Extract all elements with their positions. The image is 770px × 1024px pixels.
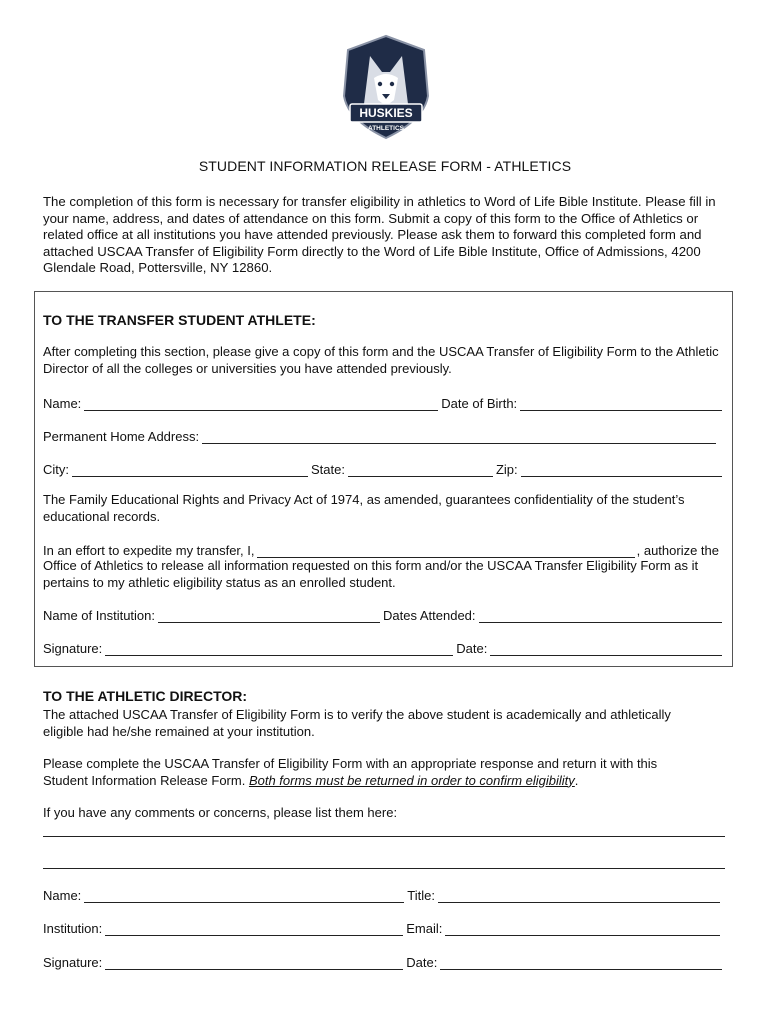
institution-field[interactable]: [158, 610, 380, 623]
student-name-field[interactable]: [84, 398, 438, 411]
dob-field[interactable]: [520, 398, 722, 411]
authorize-prefix: In an effort to expedite my transfer, I,: [43, 543, 255, 558]
name-label: Name:: [43, 396, 82, 411]
zip-field[interactable]: [521, 464, 722, 477]
student-date-field[interactable]: [490, 643, 722, 656]
director-paragraph-2: [43, 756, 703, 789]
logo-subtext: ATHLETICS: [368, 125, 404, 132]
institution-label: Name of Institution:: [43, 608, 155, 623]
address-label: Permanent Home Address:: [43, 429, 200, 444]
authorize-suffix: , authorize the: [636, 543, 719, 558]
signature-label: Signature:: [43, 641, 103, 656]
director-name-field[interactable]: [84, 890, 404, 903]
city-state-zip-row: [43, 461, 725, 477]
director-email-field[interactable]: [445, 923, 720, 936]
state-field[interactable]: [348, 464, 493, 477]
director-signature-row: [43, 954, 725, 970]
director-date-field[interactable]: [440, 957, 722, 970]
director-name-label: Name:: [43, 888, 82, 903]
director-paragraph-1: The attached USCAA Transfer of Eligibility Form is to verify the above student is academically and athletically eligible had he/she remained at your institution.: [43, 707, 671, 739]
address-row: [43, 428, 719, 444]
ferpa-notice: The Family Educational Rights and Privacy Act of 1974, as amended, guarantees confidentiality of the student’s educational records.: [43, 492, 685, 524]
authorize-row: [43, 542, 719, 558]
city-field[interactable]: [72, 464, 308, 477]
director-institution-label: Institution:: [43, 921, 103, 936]
director-signature-label: Signature:: [43, 955, 103, 970]
address-field[interactable]: [202, 431, 716, 444]
director-name-row: [43, 887, 723, 903]
director-email-label: Email:: [406, 921, 443, 936]
name-dob-row: [43, 395, 725, 411]
director-paragraph-2-end: .: [574, 772, 579, 788]
dates-attended-label: Dates Attended:: [383, 608, 476, 623]
city-label: City:: [43, 462, 69, 477]
form-title: STUDENT INFORMATION RELEASE FORM - ATHLETICS: [198, 158, 572, 174]
authorize-text: Office of Athletics to release all information requested on this form and/or the USCAA Transfer Eligibility Form as it pertains to my athletic eligibility status as an enrolled student.: [43, 558, 699, 590]
intro-paragraph: The completion of this form is necessary for transfer eligibility in athletics to Word of Life Bible Institute. Please fill in your name, address, and dates of attendance on this form. Submit a copy of this form to the Office of Athletics or related office at all institutions you have attended previously. Please ask them to forward this completed form and attached USCAA Transfer of Eligibility Form directly to the Word of Life Bible Institute, Office of Admissions, 4200 Glendale Road, Pottersville, NY 12860.: [43, 194, 716, 276]
huskies-athletics-logo: [336, 34, 436, 140]
student-instructions: After completing this section, please give a copy of this form and the USCAA Transfer of Eligibility Form to the Athletic Director of all the colleges or universities you have attended previously.: [43, 344, 719, 376]
date-label: Date:: [456, 641, 488, 656]
both-forms-emphasis: Both forms must be returned in order to confirm eligibility: [248, 772, 575, 788]
director-title-label: Title:: [407, 888, 435, 903]
director-title-field[interactable]: [438, 890, 720, 903]
institution-row: [43, 607, 725, 623]
dob-label: Date of Birth:: [441, 396, 518, 411]
state-label: State:: [311, 462, 345, 477]
comments-line-1[interactable]: [43, 836, 725, 837]
student-signature-row: [43, 640, 725, 656]
director-institution-row: [43, 920, 723, 936]
director-date-label: Date:: [406, 955, 438, 970]
director-signature-field[interactable]: [105, 957, 403, 970]
director-institution-field[interactable]: [105, 923, 403, 936]
comments-line-2[interactable]: [43, 868, 725, 869]
authorize-name-field[interactable]: [257, 545, 635, 558]
director-section-heading: TO THE ATHLETIC DIRECTOR:: [43, 688, 248, 704]
logo-text: HUSKIES: [359, 106, 413, 120]
zip-label: Zip:: [495, 462, 518, 477]
dates-attended-field[interactable]: [479, 610, 722, 623]
comments-label: If you have any comments or concerns, please list them here:: [43, 805, 398, 820]
student-signature-field[interactable]: [105, 643, 453, 656]
director-paragraph-2-text: Please complete the USCAA Transfer of Eligibility Form with an appropriate response and return it with this Student Information Release Form.: [43, 756, 658, 788]
student-section-heading: TO THE TRANSFER STUDENT ATHLETE:: [43, 312, 316, 328]
